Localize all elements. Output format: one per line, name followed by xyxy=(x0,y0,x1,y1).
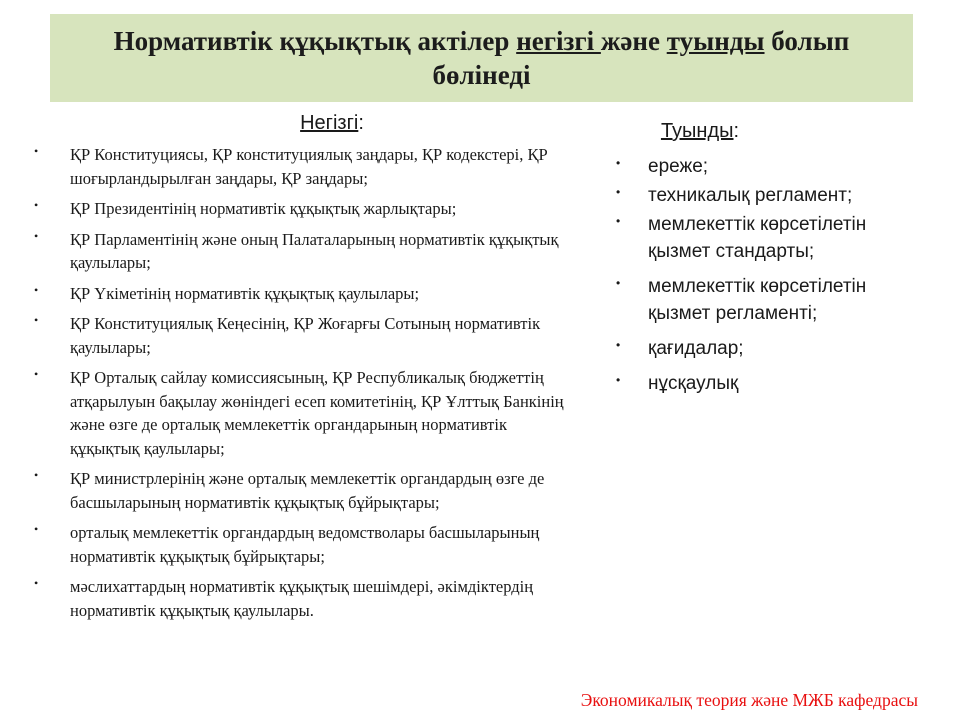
primary-acts-column xyxy=(32,112,572,629)
bullet-icon: • xyxy=(34,522,39,536)
list-item xyxy=(610,182,930,209)
primary-acts-heading-text: Негізгі xyxy=(300,112,359,134)
title-banner xyxy=(50,14,913,102)
list-item xyxy=(32,521,572,568)
bullet-icon: • xyxy=(34,576,39,590)
list-item-text: қағидалар; xyxy=(648,338,744,359)
list-item xyxy=(610,211,930,265)
list-item-text: техникалық регламент; xyxy=(648,185,853,206)
list-item-text: ҚР Президентінің нормативтік құқықтық жарлықтары; xyxy=(70,199,457,218)
title-part-1: Нормативтік құқықтық актілер xyxy=(113,26,517,56)
list-item-text: ҚР Конституциялық Кеңесінің, ҚР Жоғарғы Сотының нормативтік қаулылары; xyxy=(70,314,541,357)
department-footer: Экономикалық теория және МЖБ кафедрасы xyxy=(580,690,918,710)
list-item xyxy=(32,228,572,275)
title-part-2: және xyxy=(600,26,667,56)
bullet-icon: • xyxy=(616,214,621,228)
title-link-primary[interactable]: негізгі xyxy=(516,26,601,56)
list-item xyxy=(32,282,572,306)
bullet-icon: • xyxy=(34,313,39,327)
derived-acts-heading xyxy=(600,120,800,143)
list-item-text: ҚР Парламентінің және оның Палаталарының нормативтік құқықтық қаулылары; xyxy=(70,229,559,272)
bullet-icon: • xyxy=(616,156,621,170)
list-item xyxy=(32,143,572,190)
title-link-derived[interactable]: туынды xyxy=(666,26,765,56)
slide-title xyxy=(50,24,913,92)
list-item xyxy=(610,153,930,180)
list-item-text: нұсқаулық xyxy=(648,373,739,394)
list-item-text: ҚР министрлерінің және орталық мемлекеттік органдардың өзге де басшыларының нормативтік құқықтық бұйрықтары; xyxy=(70,469,545,512)
list-item xyxy=(32,575,572,622)
primary-acts-heading-colon: : xyxy=(358,112,364,134)
bullet-icon: • xyxy=(616,373,621,387)
list-item xyxy=(32,366,572,460)
list-item xyxy=(610,335,930,362)
list-item-text: ереже; xyxy=(648,156,709,177)
bullet-icon: • xyxy=(34,468,39,482)
primary-acts-heading xyxy=(152,112,512,135)
bullet-icon: • xyxy=(34,282,39,297)
list-item-text: мемлекеттік көрсетілетін қызмет стандарты; xyxy=(648,214,867,262)
bullet-icon: • xyxy=(34,228,39,243)
list-item-text: мәслихаттардың нормативтік құқықтық шешімдері, әкімдіктердің нормативтік құқықтық қаулылары. xyxy=(70,577,534,620)
list-item xyxy=(32,197,572,221)
derived-acts-heading-text: Туынды xyxy=(660,120,734,142)
list-item xyxy=(610,370,930,397)
list-item xyxy=(32,467,572,514)
bullet-icon: • xyxy=(34,198,39,212)
list-item-text: орталық мемлекеттік органдардың ведомстволары басшыларының нормативтік құқықтық бұйрықтары; xyxy=(70,523,540,566)
derived-acts-heading-colon: : xyxy=(733,120,740,142)
title-part-3: болып бөлінеді xyxy=(432,26,850,90)
list-item xyxy=(610,273,930,327)
primary-acts-list xyxy=(32,143,572,622)
list-item-text: мемлекеттік көрсетілетін қызмет регламенті; xyxy=(648,276,867,324)
derived-acts-list xyxy=(610,153,930,397)
bullet-icon: • xyxy=(34,144,39,158)
bullet-icon: • xyxy=(616,185,621,199)
list-item-text: ҚР Орталық сайлау комиссиясының, ҚР Республикалық бюджеттің атқарылуын бақылау жөніндегі есеп комитетінің, ҚР Ұлттық Банкінің және өзге де орталық мемлекеттік органдарының нормативтік құқықтық қаулылары; xyxy=(70,368,564,458)
list-item-text: ҚР Конституциясы, ҚР конституциялық заңдары, ҚР кодекстері, ҚР шоғырландырылған заңдары, ҚР заңдары; xyxy=(70,145,548,188)
list-item xyxy=(32,312,572,359)
bullet-icon: • xyxy=(616,338,621,352)
derived-acts-column xyxy=(610,120,930,405)
list-item-text: ҚР Үкіметінің нормативтік құқықтық қаулылары; xyxy=(70,283,420,303)
bullet-icon: • xyxy=(616,276,621,290)
bullet-icon: • xyxy=(34,367,39,381)
